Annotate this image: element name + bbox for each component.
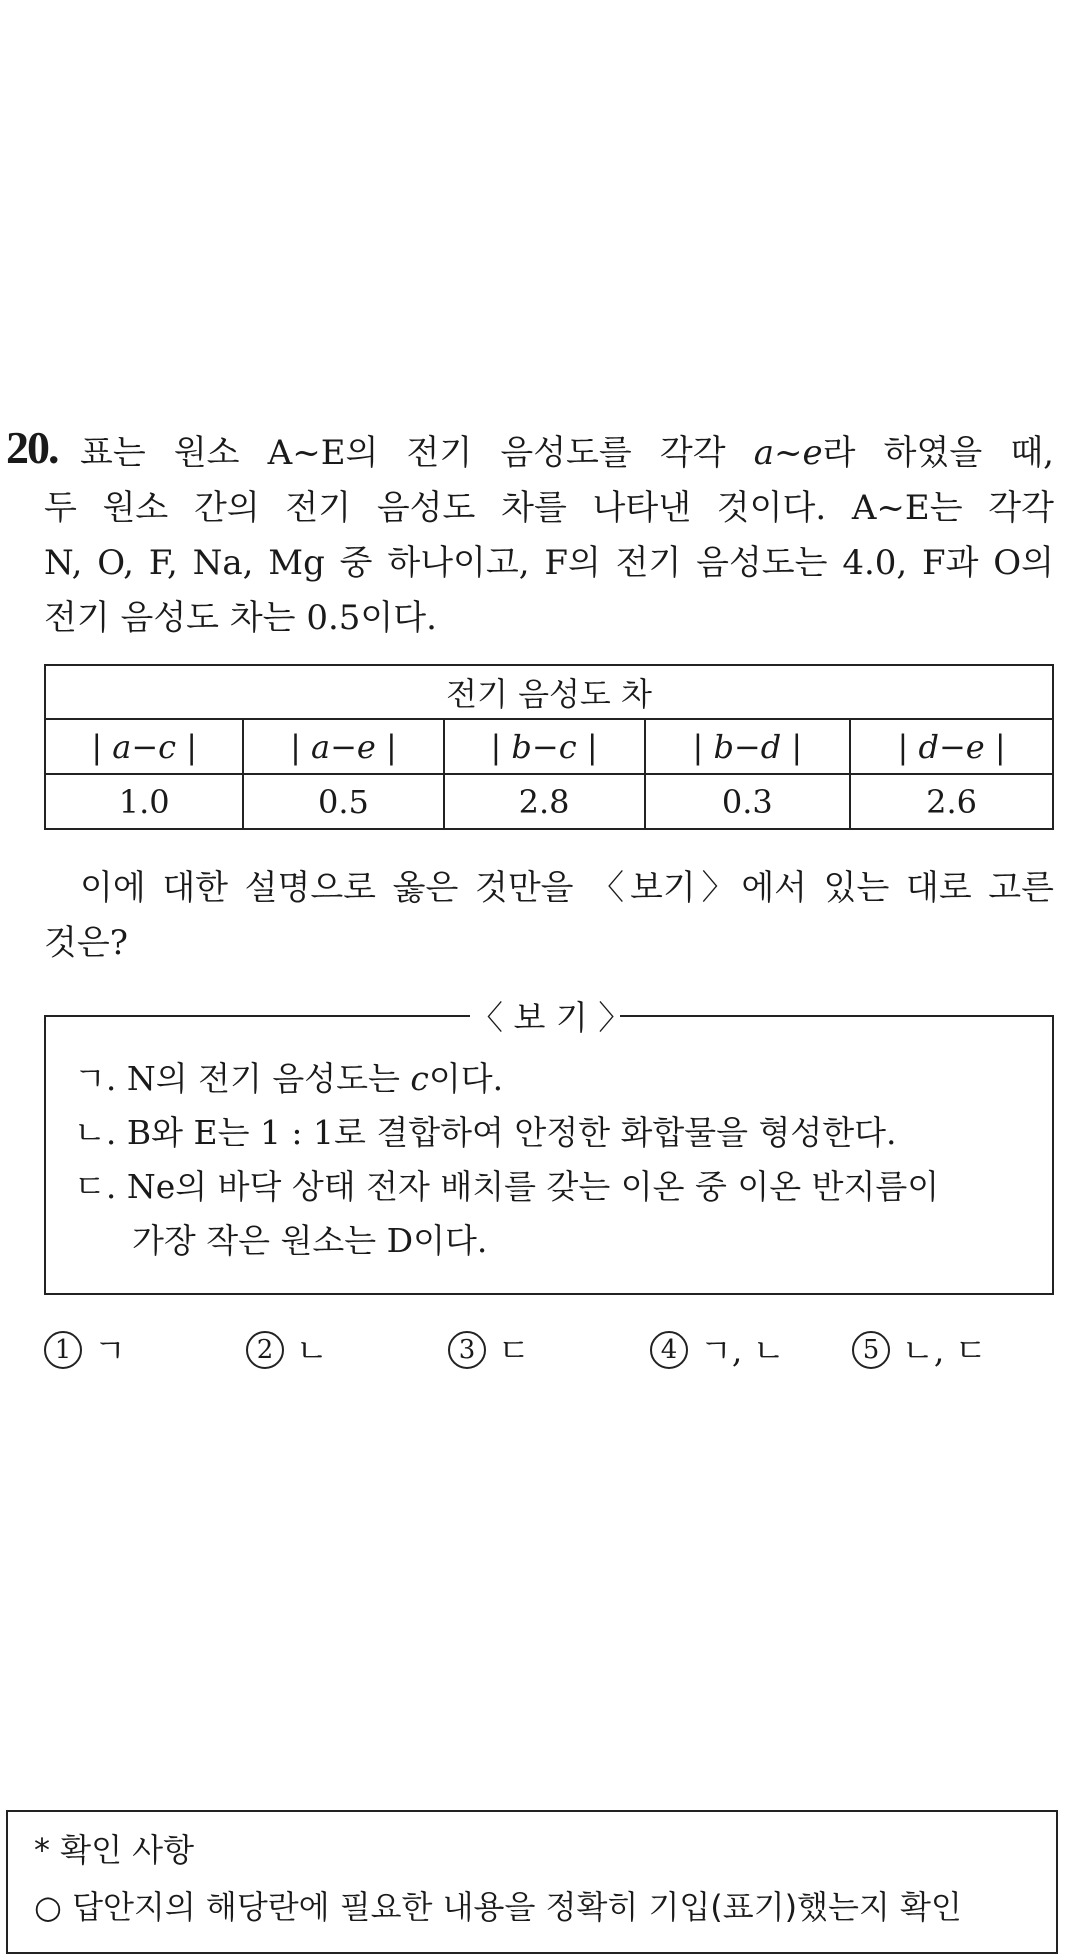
prompt-line-1: 이에 대한 설명으로 옳은 것만을 〈보기〉에서 있는 대로 고른 (80, 868, 1054, 908)
choice-5[interactable] (852, 1325, 987, 1372)
table-col-a-c: | a−c | (45, 719, 243, 774)
question-line-1-text: 표는 원소 A~E의 전기 음성도를 각각 (80, 433, 754, 473)
table-value: 2.6 (850, 774, 1053, 829)
table-value: 1.0 (45, 774, 243, 829)
table-value: 0.5 (243, 774, 443, 829)
bogi-text-end: 이다. (428, 1059, 504, 1098)
bogi-text: Ne의 바닥 상태 전자 배치를 갖는 이온 중 이온 반지름이 (126, 1167, 940, 1206)
table-col-b-d: | b−d | (645, 719, 851, 774)
bogi-text: N의 전기 음성도는 (126, 1059, 411, 1098)
table-col-a-e: | a−e | (243, 719, 443, 774)
question-number: 20. (6, 422, 58, 473)
choice-number: 5 (852, 1331, 890, 1369)
confirm-title: * 확인 사항 (34, 1831, 194, 1869)
choice-number: 3 (448, 1331, 486, 1369)
question-line-2: 두 원소 간의 전기 음성도 차를 나타낸 것이다. A~E는 각각 (44, 488, 1054, 528)
choice-text: ㄱ, ㄴ (700, 1331, 785, 1370)
var-c: c (410, 1059, 429, 1098)
table-col-b-c: | b−c | (444, 719, 645, 774)
bogi-text: B와 E는 1 : 1로 결합하여 안정한 화합물을 형성한다. (126, 1113, 897, 1152)
choice-number: 4 (650, 1331, 688, 1369)
choice-number: 2 (246, 1331, 284, 1369)
choice-text: ㄱ (94, 1331, 126, 1370)
table-column-row (45, 719, 1053, 774)
table-value-row (45, 774, 1053, 829)
prompt-line-2: 것은? (44, 923, 128, 963)
question-line-3: N, O, F, Na, Mg 중 하나이고, F의 전기 음성도는 4.0, F과 O의 (44, 543, 1054, 583)
table-value: 0.3 (645, 774, 851, 829)
bogi-marker: ㄱ. (74, 1059, 117, 1098)
bogi-item-3-cont: 가장 작은 원소는 D이다. (132, 1221, 488, 1260)
choice-2[interactable] (246, 1325, 328, 1372)
bogi-item-3 (74, 1161, 939, 1208)
choice-number: 1 (44, 1331, 82, 1369)
table-col-d-e: | d−e | (850, 719, 1053, 774)
var-a: a (753, 433, 775, 473)
question-line-4: 전기 음성도 차는 0.5이다. (44, 598, 437, 638)
bogi-item-1 (74, 1053, 503, 1100)
choice-text: ㄷ (498, 1331, 530, 1370)
choice-text: ㄴ, ㄷ (902, 1331, 987, 1370)
bogi-item-2 (74, 1107, 897, 1154)
table-value: 2.8 (444, 774, 645, 829)
choice-4[interactable] (650, 1325, 785, 1372)
var-e: e (802, 433, 823, 473)
bogi-marker: ㄴ. (74, 1113, 117, 1152)
question-line-1-end: 라 하였을 때, (822, 433, 1054, 473)
tilde: ~ (774, 433, 803, 473)
choice-1[interactable] (44, 1325, 126, 1372)
confirm-line: ○ 답안지의 해당란에 필요한 내용을 정확히 기입(표기)했는지 확인 (34, 1888, 962, 1926)
electronegativity-table (44, 664, 1054, 830)
choice-text: ㄴ (296, 1331, 328, 1370)
question-line-1 (80, 425, 1054, 474)
bogi-title: 〈 보 기 〉 (470, 992, 620, 1039)
choice-3[interactable] (448, 1325, 530, 1372)
table-header: 전기 음성도 차 (45, 665, 1053, 719)
bogi-marker: ㄷ. (74, 1167, 117, 1206)
